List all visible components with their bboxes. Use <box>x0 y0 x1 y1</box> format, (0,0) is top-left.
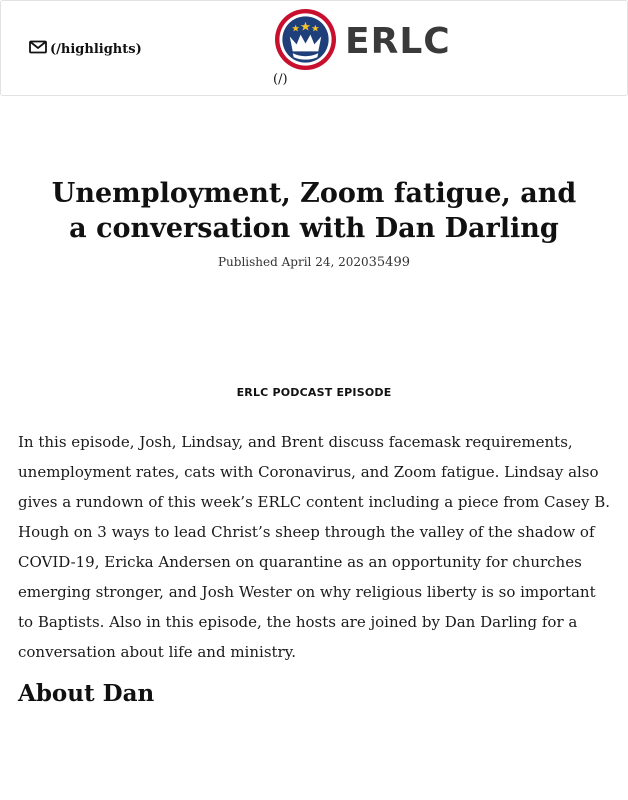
published-line <box>0 255 628 270</box>
published-date: Published April 24, 2020 <box>217 255 369 269</box>
site-header <box>0 0 628 96</box>
article-body: In this episode, Josh, Lindsay, and Brent discuss facemask requirements, unemployment rates, cats with Coronavirus, and Zoom fatigue. Lindsay also gives a rundown of this week’s ERLC content including a piece from Casey B. Hough on 3 ways to lead Christ’s sheep through the valley of the shadow of COVID-19, Ericka Andersen on quarantine as an opportunity for churches emerging stronger, and Josh Wester on why religious liberty is so important to Baptists. Also in this episode, the hosts are joined by Dan Darling for a conversation about life and ministry. <box>18 433 610 661</box>
about-heading: About Dan <box>18 680 155 707</box>
erlc-logo[interactable] <box>274 8 451 75</box>
highlights-link[interactable] <box>29 40 142 58</box>
envelope-icon <box>29 40 50 58</box>
highlights-link-label: (/highlights) <box>50 41 142 57</box>
episode-kicker: ERLC PODCAST EPISODE <box>236 386 392 399</box>
home-link[interactable]: (/) <box>273 72 288 87</box>
logo-wordmark: ERLC <box>345 21 451 62</box>
article-title: Unemployment, Zoom fatigue, and a conversation with Dan Darling <box>51 178 577 244</box>
crown-logo-icon <box>274 8 337 75</box>
view-count: 35499 <box>368 255 410 270</box>
